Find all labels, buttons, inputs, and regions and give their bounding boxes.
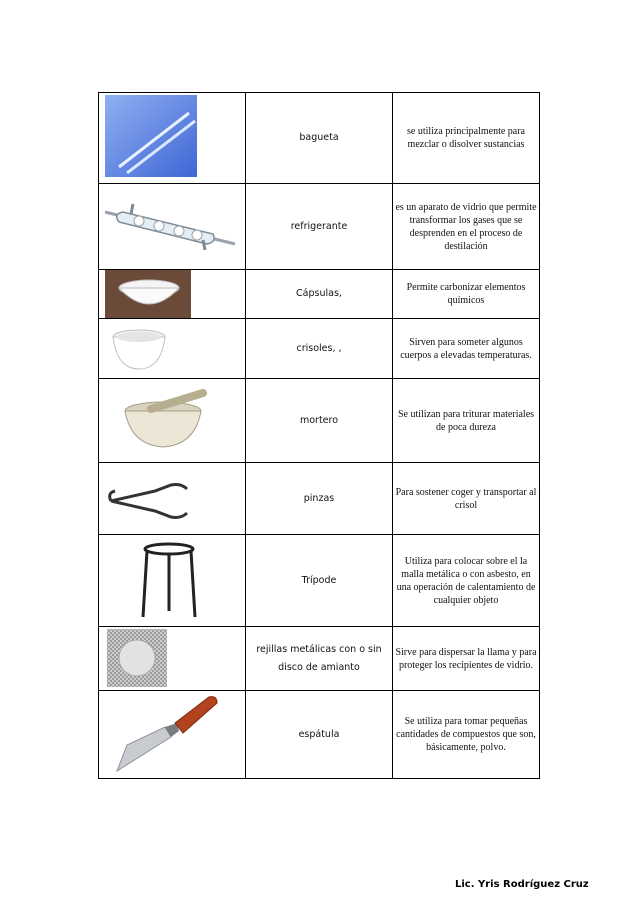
item-description: Permite carbonizar elementos químicos bbox=[393, 270, 540, 319]
condenser-icon bbox=[103, 202, 239, 252]
item-name: refrigerante bbox=[246, 184, 393, 270]
image-cell bbox=[99, 627, 246, 691]
item-description: es un aparato de vidrio que permite transformar los gases que se desprenden en el proceso de destilación bbox=[393, 184, 540, 270]
item-name: crisoles, , bbox=[246, 319, 393, 379]
item-name: rejillas metálicas con o sin disco de amianto bbox=[246, 627, 393, 691]
item-name: Cápsulas, bbox=[246, 270, 393, 319]
image-cell bbox=[99, 270, 246, 319]
image-cell bbox=[99, 463, 246, 535]
table-row bbox=[99, 319, 540, 379]
image-cell bbox=[99, 535, 246, 627]
item-description: Se utilizan para triturar materiales de poca dureza bbox=[393, 379, 540, 463]
glass-rod-icon bbox=[105, 95, 197, 177]
item-description: Sirve para dispersar la llama y para proteger los recipientes de vidrio. bbox=[393, 627, 540, 691]
item-description: Para sostener coger y transportar al crisol bbox=[393, 463, 540, 535]
table-row bbox=[99, 535, 540, 627]
table-row bbox=[99, 184, 540, 270]
item-name: bagueta bbox=[246, 93, 393, 184]
spatula-icon bbox=[113, 693, 223, 775]
table-row bbox=[99, 379, 540, 463]
table-row bbox=[99, 463, 540, 535]
tripod-icon bbox=[139, 541, 199, 621]
item-name: Trípode bbox=[246, 535, 393, 627]
image-cell bbox=[99, 379, 246, 463]
item-name: pinzas bbox=[246, 463, 393, 535]
item-description: se utiliza principalmente para mezclar o disolver sustancias bbox=[393, 93, 540, 184]
evaporating-dish-icon bbox=[105, 270, 191, 318]
image-cell bbox=[99, 691, 246, 779]
image-cell bbox=[99, 319, 246, 379]
table-row bbox=[99, 93, 540, 184]
item-description: Utiliza para colocar sobre el la malla metálica o con asbesto, en una operación de calentamiento de cualquier objeto bbox=[393, 535, 540, 627]
table-row bbox=[99, 691, 540, 779]
item-name: mortero bbox=[246, 379, 393, 463]
table-row bbox=[99, 627, 540, 691]
image-cell bbox=[99, 93, 246, 184]
author-footer: Lic. Yris Rodríguez Cruz bbox=[455, 879, 589, 890]
item-description: Sirven para someter algunos cuerpos a elevadas temperaturas. bbox=[393, 319, 540, 379]
mortar-pestle-icon bbox=[121, 389, 209, 453]
item-description: Se utiliza para tomar pequeñas cantidades de compuestos que son, básicamente, polvo. bbox=[393, 691, 540, 779]
item-name: espátula bbox=[246, 691, 393, 779]
tongs-icon bbox=[107, 479, 197, 523]
wire-gauze-icon bbox=[107, 629, 167, 687]
image-cell bbox=[99, 184, 246, 270]
crucible-icon bbox=[109, 325, 169, 373]
table-row bbox=[99, 270, 540, 319]
lab-equipment-table bbox=[98, 92, 540, 779]
